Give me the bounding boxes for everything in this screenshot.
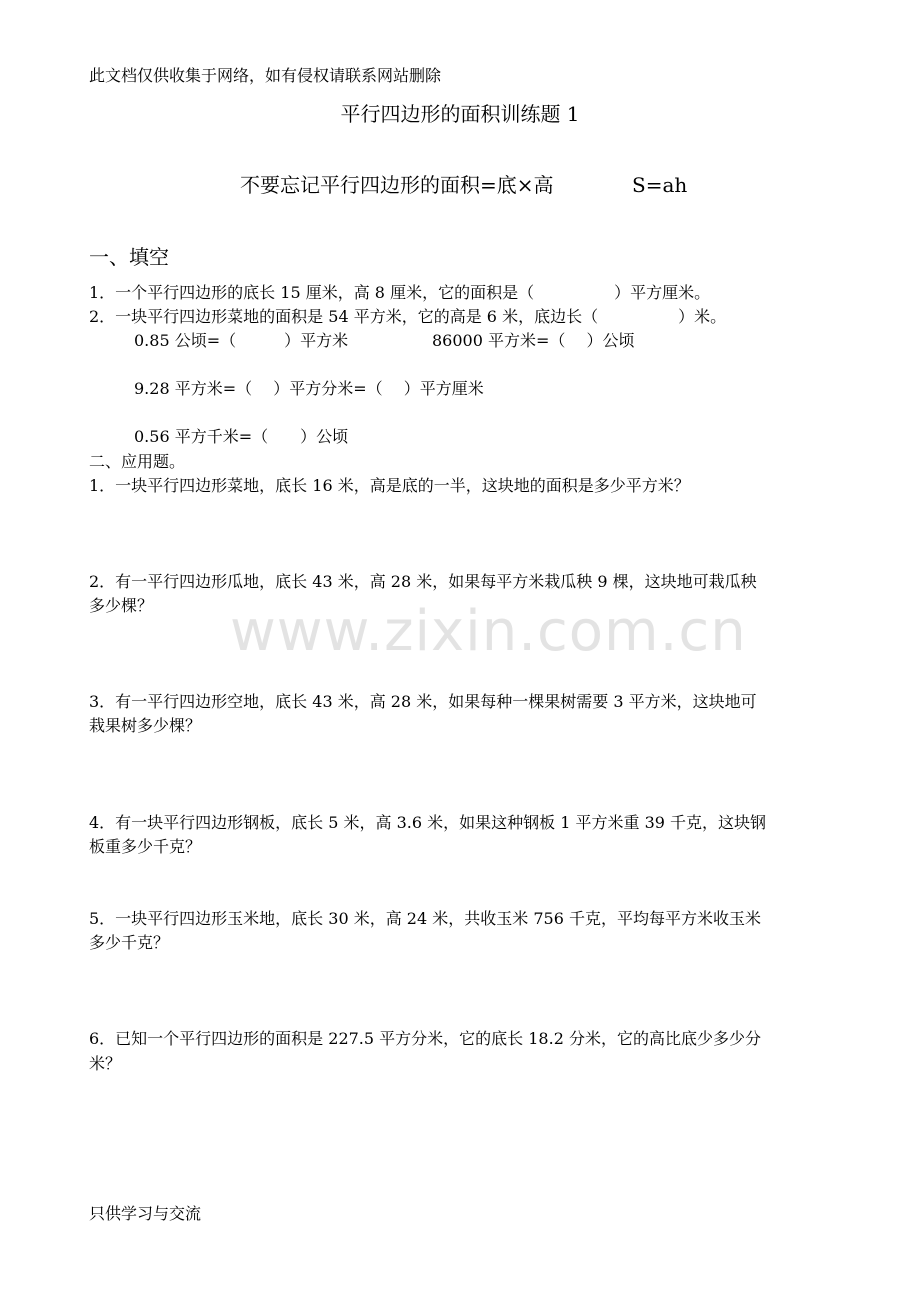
problem-4-line-1: 4．有一块平行四边形钢板，底长 5 米，高 3.6 米，如果这种钢板 1 平方米重 39 千克，这块钢 bbox=[89, 813, 767, 832]
fill-question-1: 1．一个平行四边形的底长 15 厘米，高 8 厘米，它的面积是（ ）平方厘米。 bbox=[89, 283, 711, 302]
section-application-heading: 二、应用题。 bbox=[89, 452, 186, 471]
problem-4-line-2: 板重多少千克？ bbox=[89, 837, 202, 856]
page-title: 平行四边形的面积训练题 1 bbox=[340, 102, 580, 126]
problem-2-line-2: 多少棵？ bbox=[89, 596, 154, 615]
section-fill-blank-heading: 一、填空 bbox=[89, 245, 169, 269]
conversion-4: 0.56 平方千米=（ ）公顷 bbox=[134, 427, 349, 446]
problem-3-line-1: 3．有一平行四边形空地，底长 43 米，高 28 米，如果每种一棵果树需要 3 平方米，这块地可 bbox=[89, 692, 757, 711]
conversion-3: 9.28 平方米=（ ）平方分米=（ ）平方厘米 bbox=[134, 379, 484, 398]
problem-6-line-2: 米？ bbox=[89, 1054, 122, 1073]
problem-1: 1．一块平行四边形菜地，底长 16 米，高是底的一半，这块地的面积是多少平方米？ bbox=[89, 476, 690, 495]
footer-note: 只供学习与交流 bbox=[89, 1204, 202, 1223]
conversion-2: 86000 平方米=（ ）公顷 bbox=[432, 331, 635, 350]
problem-3-line-2: 栽果树多少棵？ bbox=[89, 716, 202, 735]
problem-6-line-1: 6．已知一个平行四边形的面积是 227.5 平方分米，它的底长 18.2 分米，它的高比底少多少分 bbox=[89, 1029, 761, 1048]
fill-question-2: 2．一块平行四边形菜地的面积是 54 平方米，它的高是 6 米，底边长（ ）米。 bbox=[89, 307, 727, 326]
problem-5-line-1: 5．一块平行四边形玉米地，底长 30 米，高 24 米，共收玉米 756 千克，平均每平方米收玉米 bbox=[89, 909, 761, 928]
problem-5-line-2: 多少千克？ bbox=[89, 933, 170, 952]
area-formula-short: S=ah bbox=[632, 173, 688, 197]
conversion-1: 0.85 公顷=（ ）平方米 bbox=[134, 331, 349, 350]
area-formula: 不要忘记平行四边形的面积=底×高 bbox=[240, 173, 554, 197]
header-note: 此文档仅供收集于网络，如有侵权请联系网站删除 bbox=[89, 66, 442, 85]
watermark: www.zixin.com.cn bbox=[230, 599, 747, 664]
problem-2-line-1: 2．有一平行四边形瓜地，底长 43 米，高 28 米，如果每平方米栽瓜秧 9 棵，这块地可栽瓜秧 bbox=[89, 572, 757, 591]
